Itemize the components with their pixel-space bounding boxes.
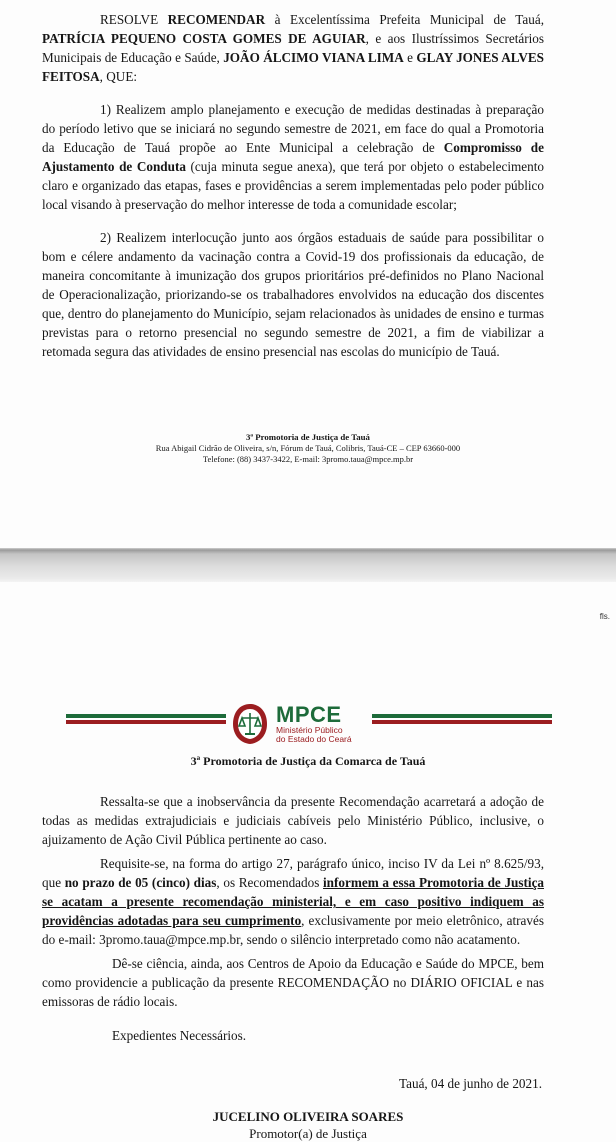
logo-subtitle-1: Ministério Público <box>276 725 343 735</box>
text-span: 1) Realizem amplo planejamento e execução de medidas destinadas à preparação do período letivo que se iniciará no segundo semestre de 2021, em face do qual a Promotoria da Educação de Tauá propõe ao Ente Municipal a celebração de <box>42 102 544 155</box>
letterhead-band-left <box>66 714 226 728</box>
paragraph-publication <box>42 954 544 1011</box>
secretary-name-2: GLAY JONES ALVES FEITOSA <box>42 50 544 84</box>
warning-text: Ressalta-se que a inobservância da presente Recomendação acarretará a adoção de todas as medidas extrajudiciais e judiciais cabíveis pelo Ministério Público, inclusive, o ajuizamento de Ação Civil Pública pertinente ao caso. <box>42 794 544 847</box>
paragraph-warning <box>42 792 544 849</box>
signature-block <box>0 1108 616 1142</box>
requisition-underlined-text: informem a essa Promotoria de Justiça se acatam a presente recomendação ministerial, e em caso positivo indiquem as providências adotadas para seu cumprimento <box>42 875 545 928</box>
signer-name: JUCELINO OLIVEIRA SOARES <box>212 1109 404 1124</box>
mpce-seal-icon <box>230 702 270 746</box>
logo-text <box>276 704 352 744</box>
item-2-text: 2) Realizem interlocução junto aos órgãos estaduais de saúde para possibilitar o bom e célere andamento da vacinação contra a Covid-19 dos profissionais da educação, de maneira concomitante à imunização dos grupos prioritários pré-definidos no Plano Nacional de Operacionalização, priorizando-se os trabalhadores envolvidos na educação dos discentes que, dentro do planejamento do Município, sejam relacionados às unidades de ensino e turmas previstas para o retorno presencial no segundo semestre de 2021, a fim de viabilizar a retomada segura das atividades de ensino presencial nas escolas do município de Tauá. <box>42 230 544 359</box>
footer-address: Rua Abigail Cidrão de Oliveira, s/n, Fórum de Tauá, Colibris, Tauá-CE – CEP 63660-000 <box>155 443 461 453</box>
letterhead-band-right <box>372 714 552 728</box>
text-span: , exclusivamente por meio eletrônico, através do e-mail: 3promo.taua@mpce.mp.br, sendo o silêncio interpretado como não acatamento. <box>42 913 544 947</box>
expedients-text: Expedientes Necessários. <box>112 1028 247 1043</box>
recommendation-item-1 <box>42 100 544 214</box>
letterhead <box>0 702 616 746</box>
mayor-name: PATRÍCIA PEQUENO COSTA GOMES DE AGUIAR <box>42 31 366 46</box>
logo-subtitle-2: do Estado do Ceará <box>276 734 352 744</box>
signer-role: Promotor(a) de Justiça <box>249 1126 367 1141</box>
document-page-2 <box>0 582 616 1142</box>
recommendation-item-2 <box>42 228 544 361</box>
folio-mark: fls. <box>599 612 610 621</box>
text-span: Requisite-se, na forma do artigo 27, parágrafo único, inciso IV da Lei nº 8.625/93, que <box>42 856 544 890</box>
bold-text: Compromisso de Ajustamento de Conduta <box>42 140 544 174</box>
resolve-paragraph <box>42 10 544 86</box>
secretary-name-1: JOÃO ÁLCIMO VIANA LIMA <box>223 50 404 65</box>
office-heading: 3ª Promotoria de Justiça da Comarca de Tauá <box>190 754 426 768</box>
text-span: (cuja minuta segue anexa), que terá por objeto o estabelecimento claro e organizado das etapas, fases e providências a serem implementadas pelo poder público local visando à preservação do melhor interesse de toda a comunidade escolar; <box>42 159 544 212</box>
bold-text: RECOMENDAR <box>167 12 266 27</box>
paragraph-requisition <box>42 854 544 949</box>
footer-contact: Telefone: (88) 3437-3422, E-mail: 3promo.taua@mpce.mp.br <box>202 454 414 464</box>
paragraph-expedients <box>42 1026 544 1045</box>
text-span: , os Recomendados <box>216 875 324 890</box>
document-page-1 <box>0 0 616 548</box>
publication-text: Dê-se ciência, ainda, aos Centros de Apoio da Educação e Saúde do MPCE, bem como providencie a publicação da presente RECOMENDAÇÃO no DIÁRIO OFICIAL e nas emissoras de rádio locais. <box>42 956 544 1009</box>
text-span: , QUE: <box>99 69 138 84</box>
page-separator <box>0 548 616 582</box>
text-span: e <box>403 50 417 65</box>
text-span: RESOLVE <box>100 12 168 27</box>
text-span: à Excelentíssima Prefeita Municipal de Tauá, <box>265 12 544 27</box>
deadline-text: no prazo de 05 (cinco) dias <box>64 875 217 890</box>
logo-title: MPCE <box>276 702 342 727</box>
document-date: Tauá, 04 de junho de 2021. <box>398 1076 542 1091</box>
text-span: , e aos Ilustríssimos Secretários Municipais de Educação e Saúde, <box>42 31 544 65</box>
page-footer <box>60 432 556 465</box>
footer-title: 3ª Promotoria de Justiça de Tauá <box>246 432 370 442</box>
